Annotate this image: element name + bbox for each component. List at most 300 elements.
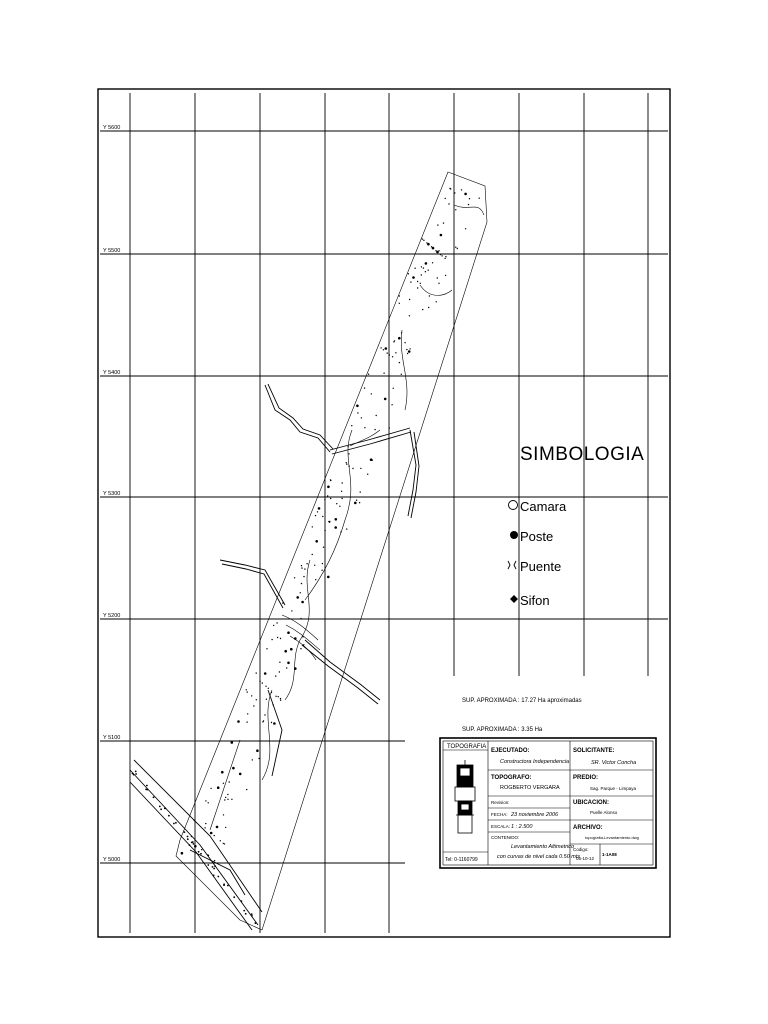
solicitante-value: SR. Victor Concha	[591, 760, 637, 766]
survey-point	[175, 822, 177, 824]
survey-point	[371, 393, 372, 394]
survey-point	[210, 832, 213, 835]
survey-point	[315, 540, 318, 543]
survey-point	[302, 636, 303, 637]
survey-point	[251, 915, 253, 917]
survey-point	[266, 699, 267, 700]
ejecutado-label: EJECUTADO:	[491, 748, 530, 754]
survey-point	[301, 565, 302, 566]
survey-point	[364, 387, 365, 388]
survey-point	[417, 287, 418, 288]
survey-point	[181, 852, 184, 855]
survey-point	[245, 913, 247, 915]
grid-label-y5600: Y 5600	[103, 125, 121, 131]
survey-point	[223, 814, 224, 815]
survey-point	[201, 849, 202, 850]
survey-point	[214, 865, 216, 867]
survey-point	[304, 568, 305, 569]
road-branches	[130, 384, 419, 930]
survey-point	[168, 815, 170, 817]
survey-point	[368, 374, 369, 375]
survey-point	[271, 639, 272, 640]
legend-item-camara: Camara	[520, 499, 567, 514]
survey-point	[428, 270, 429, 271]
survey-point	[327, 495, 328, 496]
topografo-label: TOPOGRAFO:	[491, 775, 532, 781]
survey-point	[393, 388, 394, 389]
survey-point	[233, 896, 235, 898]
survey-point	[406, 349, 407, 350]
survey-point	[246, 721, 247, 722]
survey-point	[256, 749, 259, 752]
survey-point	[329, 522, 330, 523]
area-notes	[462, 698, 582, 733]
contenido-value-2: con curvas de nivel cada 0.50 mts	[497, 854, 581, 860]
survey-point	[357, 412, 358, 413]
survey-point	[383, 373, 384, 374]
survey-point	[436, 251, 439, 254]
survey-point	[303, 576, 304, 577]
survey-point	[432, 247, 435, 250]
survey-point	[294, 637, 297, 640]
survey-point	[306, 563, 307, 564]
survey-point	[438, 283, 439, 284]
survey-point	[465, 228, 466, 229]
survey-point	[191, 836, 192, 837]
contenido-value-1: Levantamiento Altimetrico	[511, 844, 575, 850]
survey-point	[420, 283, 421, 284]
survey-point	[429, 295, 430, 296]
survey-point	[227, 794, 228, 795]
survey-point	[387, 352, 388, 353]
survey-point	[214, 860, 215, 861]
codigo-value: 05-10-12	[576, 856, 595, 861]
legend-item-poste: Poste	[520, 529, 554, 544]
area-note-1: SUP. APROXIMADA : 17.27 Ha aproximadas	[462, 698, 582, 704]
survey-point	[336, 503, 337, 504]
contenido-label: CONTENIDO:	[491, 835, 520, 840]
survey-point	[376, 415, 377, 416]
grid-label-y5000: Y 5000	[103, 857, 121, 863]
survey-point	[401, 332, 402, 333]
survey-point	[223, 843, 224, 844]
survey-point	[198, 851, 200, 853]
survey-point	[135, 771, 137, 773]
survey-point	[407, 353, 408, 354]
revision-label: Revision:	[491, 800, 510, 805]
survey-point	[372, 460, 373, 461]
survey-point	[324, 499, 325, 500]
survey-point	[324, 530, 325, 531]
survey-point	[159, 806, 161, 808]
survey-point	[258, 758, 259, 759]
survey-point	[464, 193, 467, 196]
survey-point	[208, 802, 209, 803]
survey-point	[341, 491, 342, 492]
survey-point	[165, 808, 167, 810]
survey-point	[208, 855, 209, 856]
area-note-2: SUP. APROXIMADA : 3.35 Ha	[462, 727, 543, 733]
survey-point	[303, 644, 304, 645]
survey-point	[232, 767, 235, 770]
survey-point	[334, 526, 337, 529]
survey-point	[153, 796, 155, 798]
survey-point	[346, 528, 347, 529]
predio-label: PREDIO:	[573, 775, 599, 781]
survey-point	[273, 704, 274, 705]
lamina-value: 1-1A08	[602, 852, 617, 857]
survey-point	[440, 254, 441, 255]
survey-point	[450, 188, 451, 189]
survey-point	[440, 234, 443, 237]
survey-point	[132, 773, 134, 775]
survey-point	[401, 374, 402, 375]
survey-point	[327, 576, 330, 579]
legend-item-puente: Puente	[520, 559, 562, 574]
survey-point	[275, 675, 276, 676]
survey-point	[348, 465, 349, 466]
survey-point	[356, 500, 357, 501]
survey-point	[347, 446, 348, 447]
survey-point	[421, 266, 422, 267]
survey-point	[225, 827, 226, 828]
predio-value: Sag. Parque - Limpaya	[590, 786, 637, 791]
survey-point	[160, 808, 162, 810]
survey-point	[225, 797, 226, 798]
survey-point	[317, 511, 318, 512]
survey-point	[318, 507, 321, 510]
survey-point	[294, 667, 297, 670]
survey-point	[383, 349, 384, 350]
survey-point	[279, 671, 280, 672]
survey-point	[335, 518, 338, 521]
legend-item-sifon: Sifon	[520, 593, 550, 608]
survey-point	[237, 720, 240, 723]
survey-point	[287, 631, 290, 634]
survey-point	[210, 788, 211, 789]
archivo-label: ARCHIVO:	[573, 825, 603, 831]
survey-point	[315, 515, 316, 516]
survey-point	[200, 853, 202, 855]
survey-point	[291, 610, 292, 611]
survey-point	[229, 781, 230, 782]
total-station-icon	[455, 760, 475, 833]
survey-point	[232, 742, 233, 743]
survey-point	[409, 315, 410, 316]
survey-point	[135, 773, 137, 775]
survey-point	[262, 682, 263, 683]
survey-point	[290, 648, 293, 651]
grid-label-y5400: Y 5400	[103, 370, 121, 376]
survey-point	[184, 831, 186, 833]
survey-point	[271, 692, 272, 693]
survey-point	[252, 759, 253, 760]
survey-point	[417, 281, 418, 282]
survey-point	[330, 498, 331, 499]
escala-value: 1 : 2.500	[511, 824, 533, 830]
grid-y-labels	[103, 125, 120, 863]
survey-point	[268, 688, 269, 689]
survey-point	[410, 281, 411, 282]
survey-point	[146, 785, 148, 787]
survey-point	[231, 799, 232, 800]
survey-point	[300, 618, 301, 619]
survey-point	[263, 720, 264, 721]
survey-point	[246, 789, 247, 790]
grid-label-y5300: Y 5300	[103, 491, 121, 497]
survey-point	[280, 698, 281, 699]
survey-point	[346, 464, 347, 465]
survey-point	[287, 662, 290, 665]
survey-point	[445, 256, 446, 257]
brand-name: TOPOGRAFIA	[447, 744, 487, 750]
filled-dot-icon	[510, 531, 518, 539]
survey-point	[275, 696, 276, 697]
survey-point	[341, 498, 342, 499]
survey-point	[301, 601, 304, 604]
survey-point	[408, 273, 409, 274]
survey-point	[227, 885, 229, 887]
survey-point	[356, 405, 359, 408]
survey-point	[441, 255, 442, 256]
survey-point	[380, 347, 381, 348]
survey-point	[253, 705, 254, 706]
ubicacion-value: Puelle Alonso	[590, 810, 618, 815]
survey-point	[399, 295, 400, 296]
bridge-icon	[508, 561, 516, 569]
survey-point	[271, 722, 272, 723]
survey-point	[246, 689, 247, 690]
survey-point	[286, 667, 287, 668]
survey-point	[192, 841, 194, 843]
survey-point	[277, 637, 278, 638]
survey-point	[187, 836, 189, 838]
survey-point	[314, 565, 315, 566]
survey-point	[399, 303, 400, 304]
grid-label-y5100: Y 5100	[103, 735, 121, 741]
legend	[508, 444, 644, 608]
survey-point	[173, 823, 175, 825]
survey-point	[346, 462, 347, 463]
survey-point	[425, 271, 426, 272]
survey-point	[247, 713, 248, 714]
grid-label-y5200: Y 5200	[103, 613, 121, 619]
survey-point	[421, 274, 422, 275]
survey-point	[437, 224, 438, 225]
survey-point	[469, 198, 470, 199]
fecha-label: FECHA:	[491, 812, 508, 817]
survey-point	[213, 868, 215, 870]
survey-point	[364, 427, 365, 428]
survey-point	[300, 592, 301, 593]
survey-point	[398, 337, 401, 340]
survey-point	[280, 638, 281, 639]
survey-point	[224, 843, 225, 844]
survey-point	[339, 506, 340, 507]
survey-point	[432, 262, 433, 263]
brand-footer: Tel: 0-1160799	[445, 857, 478, 863]
survey-point	[461, 189, 462, 190]
survey-point	[193, 843, 195, 845]
survey-point	[227, 799, 228, 800]
survey-point	[448, 203, 449, 204]
grid-label-y5500: Y 5500	[103, 248, 121, 254]
survey-point	[315, 579, 316, 580]
survey-point	[361, 417, 362, 418]
survey-point	[348, 453, 349, 454]
survey-point	[330, 479, 331, 480]
survey-point	[273, 625, 274, 626]
survey-point	[374, 429, 375, 430]
survey-point	[194, 820, 195, 821]
survey-point	[189, 844, 191, 846]
survey-point	[422, 309, 423, 310]
survey-point	[296, 596, 299, 599]
survey-point	[399, 362, 400, 363]
survey-point	[404, 342, 405, 343]
survey-point	[428, 307, 429, 308]
survey-point	[217, 786, 220, 789]
survey-point	[264, 714, 265, 715]
survey-point	[352, 468, 353, 469]
survey-point	[282, 602, 283, 603]
survey-point	[327, 486, 330, 489]
survey-point	[321, 570, 322, 571]
survey-point	[322, 516, 323, 517]
survey-point	[389, 354, 390, 355]
survey-point	[360, 491, 361, 492]
survey-point	[360, 468, 361, 469]
survey-point	[256, 699, 257, 700]
survey-point	[322, 563, 323, 564]
survey-point	[436, 301, 437, 302]
survey-point	[423, 240, 424, 241]
survey-point	[454, 192, 455, 193]
survey-point	[214, 835, 215, 836]
circle-outline-icon	[509, 501, 518, 510]
survey-point	[301, 567, 302, 568]
survey-point	[391, 404, 392, 405]
ejecutado-value: Constructora Independencia	[500, 759, 570, 765]
topografo-value: ROGBERTO VERGARA	[500, 785, 560, 791]
survey-point	[412, 276, 415, 279]
survey-point	[264, 672, 267, 675]
survey-point	[213, 875, 215, 877]
survey-point	[409, 299, 410, 300]
survey-point	[384, 398, 387, 401]
survey-point	[354, 502, 357, 505]
survey-point	[455, 247, 456, 248]
survey-point	[351, 425, 352, 426]
survey-points	[132, 188, 480, 924]
survey-point	[279, 662, 280, 663]
survey-point	[443, 222, 444, 223]
survey-point	[216, 826, 219, 829]
survey-point	[294, 577, 295, 578]
survey-point	[146, 789, 148, 791]
survey-point	[300, 648, 301, 649]
title-block	[440, 738, 656, 868]
survey-point	[273, 722, 276, 725]
survey-point	[437, 277, 438, 278]
survey-point	[284, 650, 287, 653]
survey-point	[409, 348, 410, 349]
survey-point	[223, 783, 224, 784]
survey-point	[239, 773, 242, 776]
survey-point	[389, 427, 390, 428]
escala-label: ESCALA:	[491, 824, 511, 829]
survey-point	[247, 691, 248, 692]
survey-point	[276, 622, 277, 623]
survey-point	[256, 672, 257, 673]
survey-point	[251, 695, 252, 696]
survey-point	[259, 681, 260, 682]
survey-point	[340, 531, 341, 532]
survey-point	[425, 262, 428, 265]
survey-point	[457, 248, 458, 249]
survey-point	[385, 347, 388, 350]
survey-point	[220, 840, 221, 841]
survey-point	[323, 547, 324, 548]
survey-point	[414, 268, 415, 269]
survey-point	[392, 356, 393, 357]
survey-point	[394, 340, 395, 341]
survey-point	[444, 258, 445, 259]
survey-point	[221, 771, 224, 774]
survey-point	[224, 799, 225, 800]
ubicacion-label: UBICACION:	[573, 800, 609, 806]
survey-point	[266, 648, 267, 649]
solicitante-label: SOLICITANTE:	[573, 748, 615, 754]
survey-point	[422, 238, 423, 239]
survey-point	[280, 700, 281, 701]
survey-point	[301, 583, 302, 584]
coordinate-grid	[100, 93, 668, 933]
survey-point	[408, 350, 411, 353]
survey-point	[204, 827, 205, 828]
survey-point	[479, 198, 480, 199]
survey-point	[205, 800, 206, 801]
survey-point	[445, 275, 446, 276]
survey-point	[265, 686, 266, 687]
survey-point	[427, 243, 430, 246]
survey-point	[187, 838, 189, 840]
diamond-icon	[510, 595, 518, 603]
survey-point	[241, 900, 243, 902]
survey-point	[212, 866, 214, 868]
survey-point	[205, 823, 206, 824]
fecha-value: 23 noviembre 2006	[511, 812, 559, 818]
survey-point	[455, 209, 456, 210]
survey-point	[278, 696, 279, 697]
survey-point	[342, 482, 343, 483]
legend-title: SIMBOLOGIA	[520, 444, 645, 465]
survey-point	[207, 864, 209, 866]
survey-point	[223, 884, 225, 886]
survey-point	[367, 474, 368, 475]
survey-point	[445, 198, 446, 199]
survey-point	[359, 502, 360, 503]
survey-point	[312, 526, 313, 527]
archivo-value: topografia-Levantamiento.dwg	[585, 835, 639, 840]
survey-point	[217, 876, 219, 878]
survey-point	[194, 845, 197, 848]
survey-point	[243, 910, 245, 912]
survey-point	[251, 913, 253, 915]
codigo-label: Codigo:	[573, 847, 589, 852]
survey-point	[255, 922, 257, 924]
survey-point	[395, 352, 396, 353]
